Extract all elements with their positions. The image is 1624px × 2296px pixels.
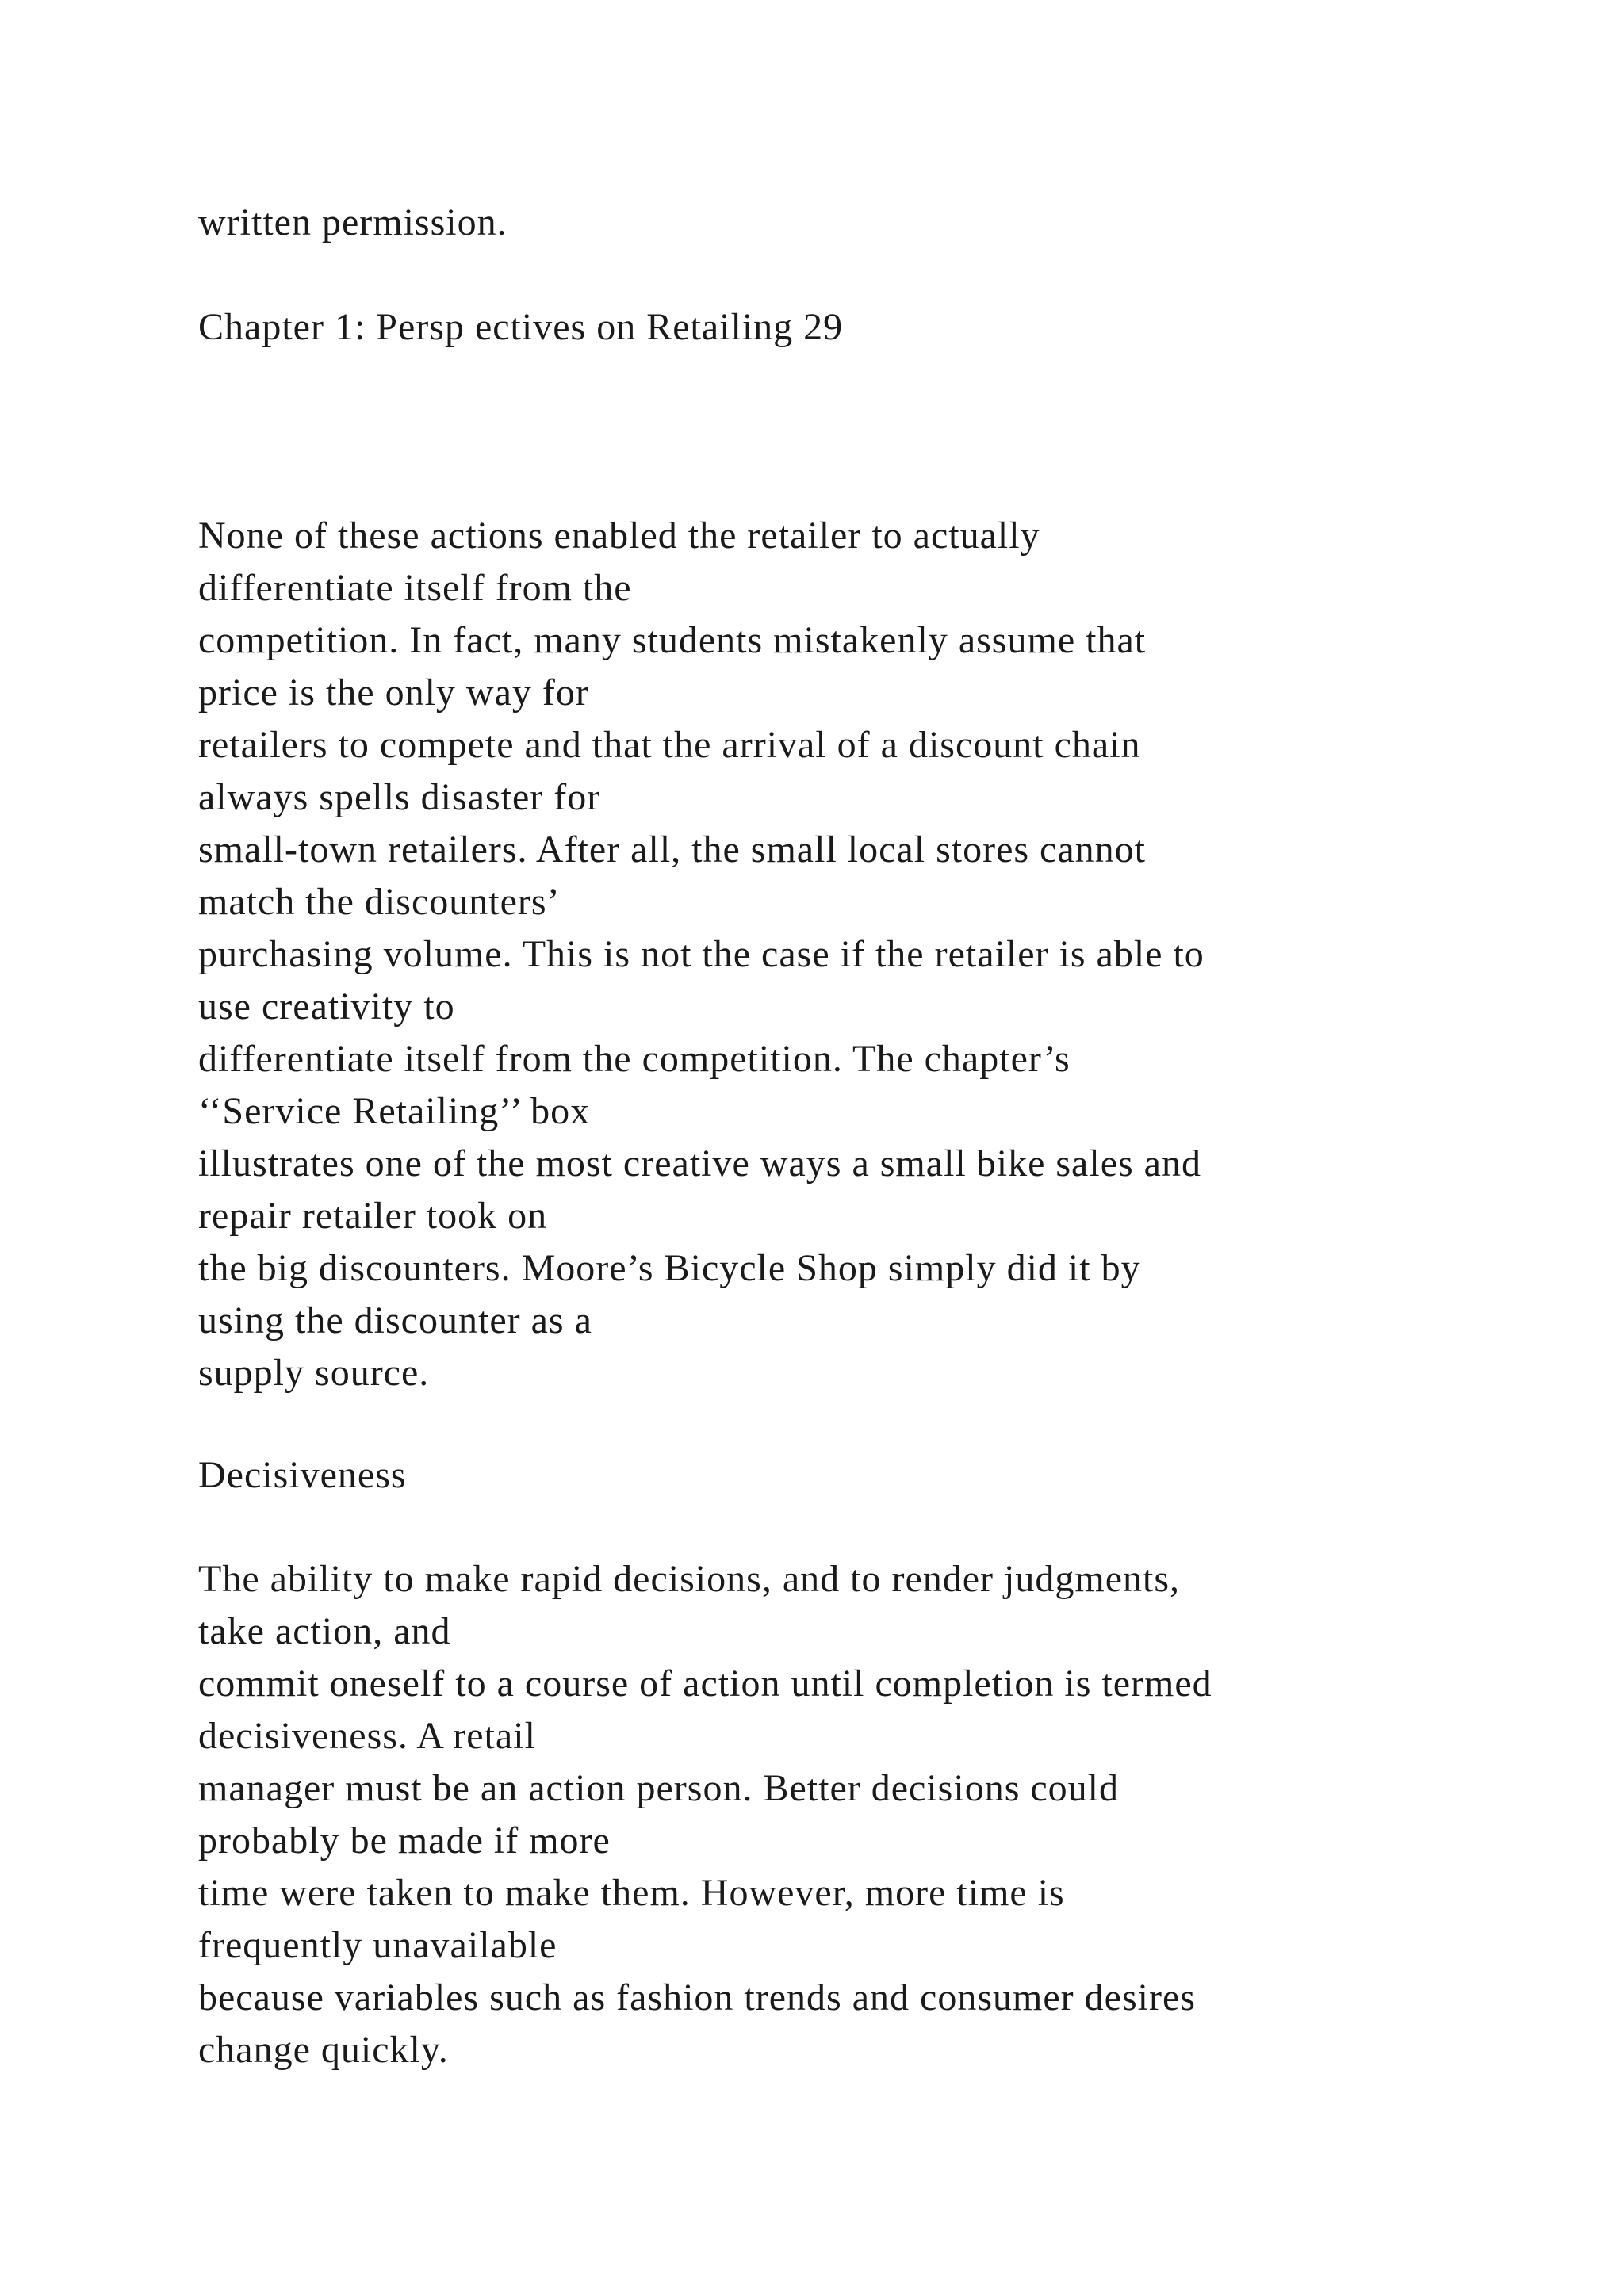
- paragraph-line: competition. In fact, many students mistakenly assume that: [198, 619, 1147, 661]
- paragraph-line: probably be made if more: [198, 1820, 611, 1862]
- section-heading: [198, 1449, 407, 1502]
- paragraph-line: because variables such as fashion trends and consumer desires: [198, 1976, 1196, 2019]
- paragraph-2: [198, 1553, 1212, 2076]
- paragraph-line: using the discounter as a: [198, 1299, 592, 1341]
- paragraph-1: [198, 510, 1205, 1399]
- paragraph-line: purchasing volume. This is not the case if the retailer is able to: [198, 933, 1205, 975]
- paragraph-line: time were taken to make them. However, more time is: [198, 1872, 1065, 1914]
- paragraph-line: differentiate itself from the competition. The chapter’s: [198, 1038, 1071, 1080]
- paragraph-line: supply source.: [198, 1352, 430, 1394]
- paragraph-line: frequently unavailable: [198, 1924, 557, 1966]
- paragraph-line: take action, and: [198, 1610, 451, 1652]
- running-head: [198, 301, 843, 354]
- paragraph-line: retailers to compete and that the arrival of a discount chain: [198, 724, 1141, 766]
- paragraph-line: None of these actions enabled the retailer to actually: [198, 515, 1040, 557]
- paragraph-line: The ability to make rapid decisions, and to render judgments,: [198, 1558, 1181, 1600]
- fragment-text: written permission.: [198, 201, 508, 243]
- paragraph-line: manager must be an action person. Better decisions could: [198, 1767, 1120, 1809]
- paragraph-line: small-town retailers. After all, the small local stores cannot: [198, 828, 1146, 871]
- paragraph-line: use creativity to: [198, 985, 455, 1027]
- paragraph-line: the big discounters. Moore’s Bicycle Shop simply did it by: [198, 1247, 1141, 1289]
- paragraph-line: match the discounters’: [198, 881, 561, 923]
- section-heading-text: Decisiveness: [198, 1454, 407, 1496]
- paragraph-line: illustrates one of the most creative ways a small bike sales and: [198, 1142, 1201, 1184]
- paragraph-line: price is the only way for: [198, 672, 589, 714]
- paragraph-line: decisiveness. A retail: [198, 1715, 536, 1757]
- paragraph-line: always spells disaster for: [198, 776, 601, 818]
- paragraph-line: differentiate itself from the: [198, 567, 632, 609]
- running-head-text: Chapter 1: Persp ectives on Retailing 29: [198, 306, 844, 348]
- paragraph-line: commit oneself to a course of action until completion is termed: [198, 1663, 1212, 1705]
- paragraph-line: repair retailer took on: [198, 1195, 548, 1237]
- paragraph-line: ‘‘Service Retailing’’ box: [198, 1090, 591, 1132]
- paragraph-line: change quickly.: [198, 2029, 449, 2071]
- top-fragment: [198, 197, 508, 249]
